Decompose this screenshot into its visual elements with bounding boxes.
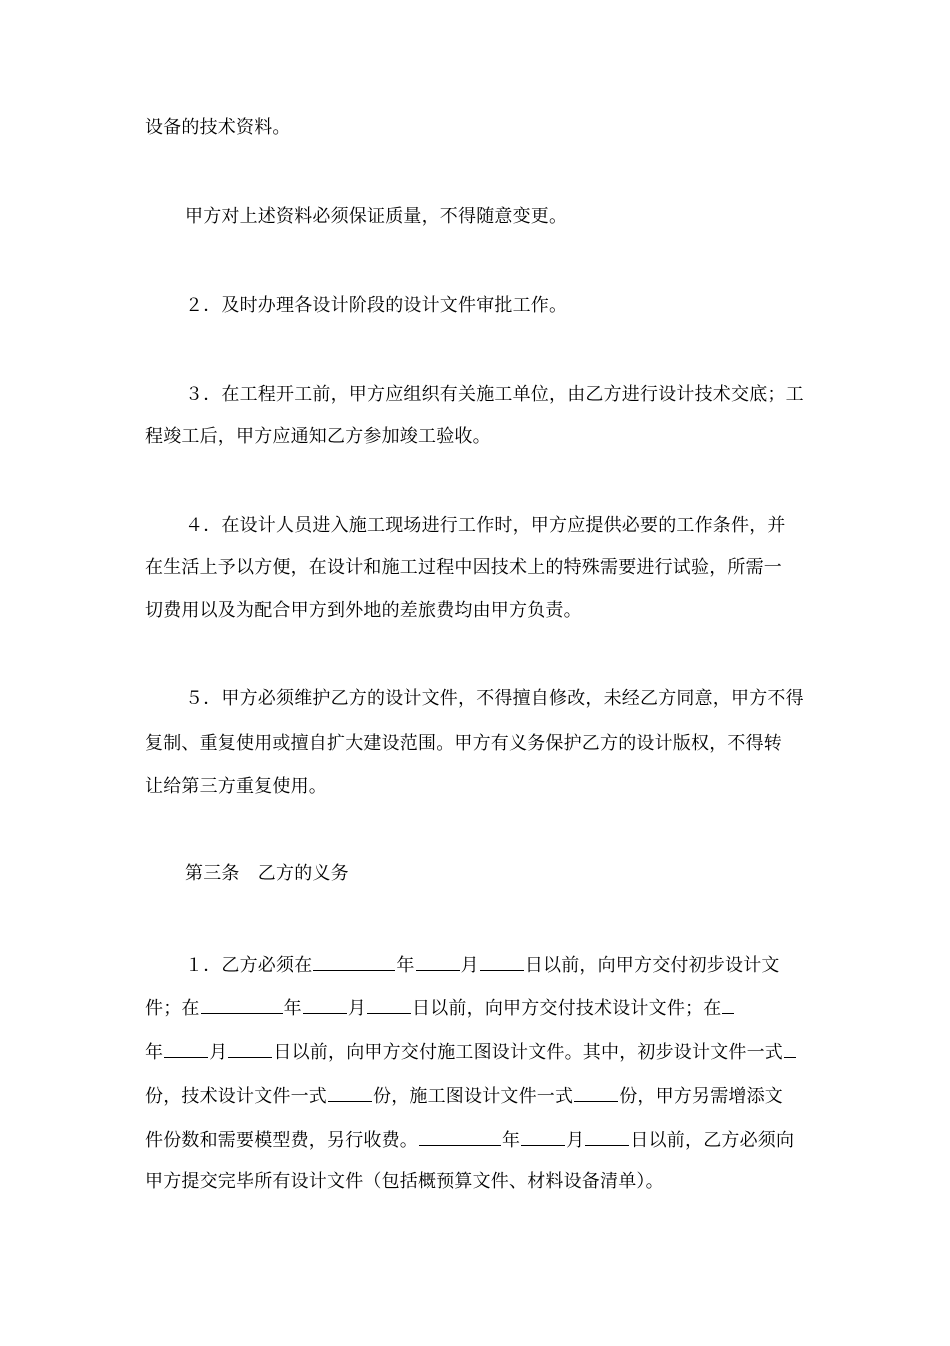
text-run: 月 — [460, 955, 479, 976]
fill-in-blank — [480, 952, 524, 971]
fill-in-blank — [574, 1083, 618, 1102]
fill-in-blank — [328, 1083, 372, 1102]
text-run: 年 — [145, 1042, 164, 1063]
text-run: 年 — [502, 1130, 521, 1151]
paragraph-line: 设备的技术资料。 — [145, 117, 291, 138]
text-run: 日以前，向甲方交付施工图设计文件。其中，初步设计文件一式 — [273, 1042, 784, 1063]
text-run: 月 — [347, 998, 367, 1019]
paragraph-line: ５．甲方必须维护乙方的设计文件，不得擅自修改，未经乙方同意，甲方不得 — [185, 688, 804, 709]
text-run: 月 — [566, 1130, 585, 1151]
text-run: 份，技术设计文件一式 — [145, 1086, 327, 1107]
fill-in-blank — [521, 1127, 565, 1146]
paragraph-line: 复制、重复使用或擅自扩大建设范围。甲方有义务保护乙方的设计版权，不得转 — [145, 733, 782, 754]
paragraph-line — [145, 1083, 783, 1109]
text-run: 件份数和需要模型费，另行收费。 — [145, 1130, 418, 1151]
section-heading: 第三条 乙方的义务 — [185, 863, 349, 884]
text-run: 件；在 — [145, 998, 200, 1019]
paragraph-line: 在生活上予以方便，在设计和施工过程中因技术上的特殊需要进行试验，所需一 — [145, 557, 782, 578]
paragraph-line: 甲方对上述资料必须保证质量，不得随意变更。 — [185, 206, 568, 227]
fill-in-blank — [416, 952, 460, 971]
text-run: 年 — [396, 955, 415, 976]
paragraph-line: ３．在工程开工前，甲方应组织有关施工单位，由乙方进行设计技术交底；工 — [185, 384, 804, 405]
fill-in-blank — [722, 995, 734, 1014]
paragraph-line — [185, 952, 780, 978]
paragraph-line: 程竣工后，甲方应通知乙方参加竣工验收。 — [145, 426, 491, 447]
paragraph-line — [145, 995, 735, 1021]
fill-in-blank — [164, 1039, 208, 1058]
paragraph-line: ４．在设计人员进入施工现场进行工作时，甲方应提供必要的工作条件，并 — [185, 515, 786, 536]
text-run: １．乙方必须在 — [185, 955, 313, 976]
text-run: 日以前，乙方必须向 — [630, 1130, 795, 1151]
paragraph-line: 甲方提交完毕所有设计文件（包括概预算文件、材料设备清单）。 — [145, 1171, 664, 1192]
fill-in-blank — [784, 1039, 796, 1058]
text-run: 份，施工图设计文件一式 — [373, 1086, 574, 1107]
text-run: 月 — [209, 1042, 228, 1063]
fill-in-blank — [313, 952, 395, 971]
text-run: 份，甲方另需增添文 — [619, 1086, 784, 1107]
fill-in-blank — [303, 995, 347, 1014]
fill-in-blank — [228, 1039, 272, 1058]
fill-in-blank — [585, 1127, 629, 1146]
fill-in-blank — [201, 995, 283, 1014]
paragraph-line: ２．及时办理各设计阶段的设计文件审批工作。 — [185, 295, 568, 316]
paragraph-line — [145, 1039, 797, 1065]
paragraph-line — [145, 1127, 794, 1153]
fill-in-blank — [367, 995, 411, 1014]
fill-in-blank — [419, 1127, 501, 1146]
paragraph-line: 切费用以及为配合甲方到外地的差旅费均由甲方负责。 — [145, 600, 582, 621]
text-run: 日以前，向甲方交付技术设计文件；在 — [412, 998, 722, 1019]
text-run: 年 — [283, 998, 302, 1019]
paragraph-line: 让给第三方重复使用。 — [145, 776, 327, 797]
text-run: 日以前，向甲方交付初步设计文 — [524, 955, 780, 976]
